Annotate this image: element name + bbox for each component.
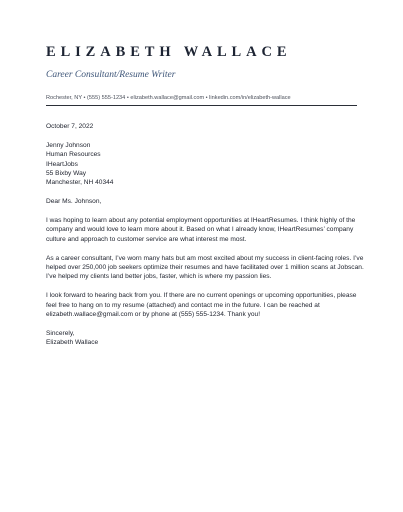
applicant-role: Career Consultant/Resume Writer bbox=[46, 70, 176, 80]
paragraph-closing: I look forward to hearing back from you. If there are no current openings or upcoming opportunities, please feel free to hang on to my resume (attached) and contact me in the future. I can be reached at elizabeth.wallace@gmail.com or by phone at (555) 555-1234. Thank you! bbox=[46, 292, 357, 319]
letter-date: October 7, 2022 bbox=[46, 123, 94, 130]
closing-word: Sincerely, bbox=[46, 329, 75, 337]
sign-off bbox=[46, 329, 364, 348]
applicant-name: ELIZABETH WALLACE bbox=[46, 44, 292, 60]
recipient-company: IHeartJobs bbox=[46, 160, 78, 168]
paragraph-intro: I was hoping to learn about any potential employment opportunities at IHeartResumes. I think highly of the company and would love to learn more about it. Based on what I already know, IHeartResumes’ company culture and approach to customer service are what interest me most. bbox=[46, 217, 356, 243]
recipient-name: Jenny Johnson bbox=[46, 141, 91, 149]
signature-name: Elizabeth Wallace bbox=[46, 339, 99, 347]
contact-line: Rochester, NY • (555) 555-1234 • elizabeth.wallace@gmail.com • linkedin.com/in/elizabeth-wallace bbox=[46, 95, 291, 101]
recipient-city: Manchester, NH 40344 bbox=[46, 179, 114, 187]
letter-body bbox=[46, 122, 364, 357]
recipient-street: 55 Bixby Way bbox=[46, 170, 87, 178]
paragraph-experience: As a career consultant, I’ve worn many hats but am most excited about my success in client-facing roles. I’ve helped over 250,000 job seekers optimize their resumes and have facilitated over 1 million scans at Jobscan. I’ve helped my clients land better jobs, faster, which is where my passion lies. bbox=[46, 254, 364, 281]
recipient-department: Human Resources bbox=[46, 151, 101, 159]
recipient-address bbox=[46, 141, 364, 188]
salutation: Dear Ms. Johnson, bbox=[46, 198, 102, 206]
header-divider bbox=[46, 105, 357, 106]
